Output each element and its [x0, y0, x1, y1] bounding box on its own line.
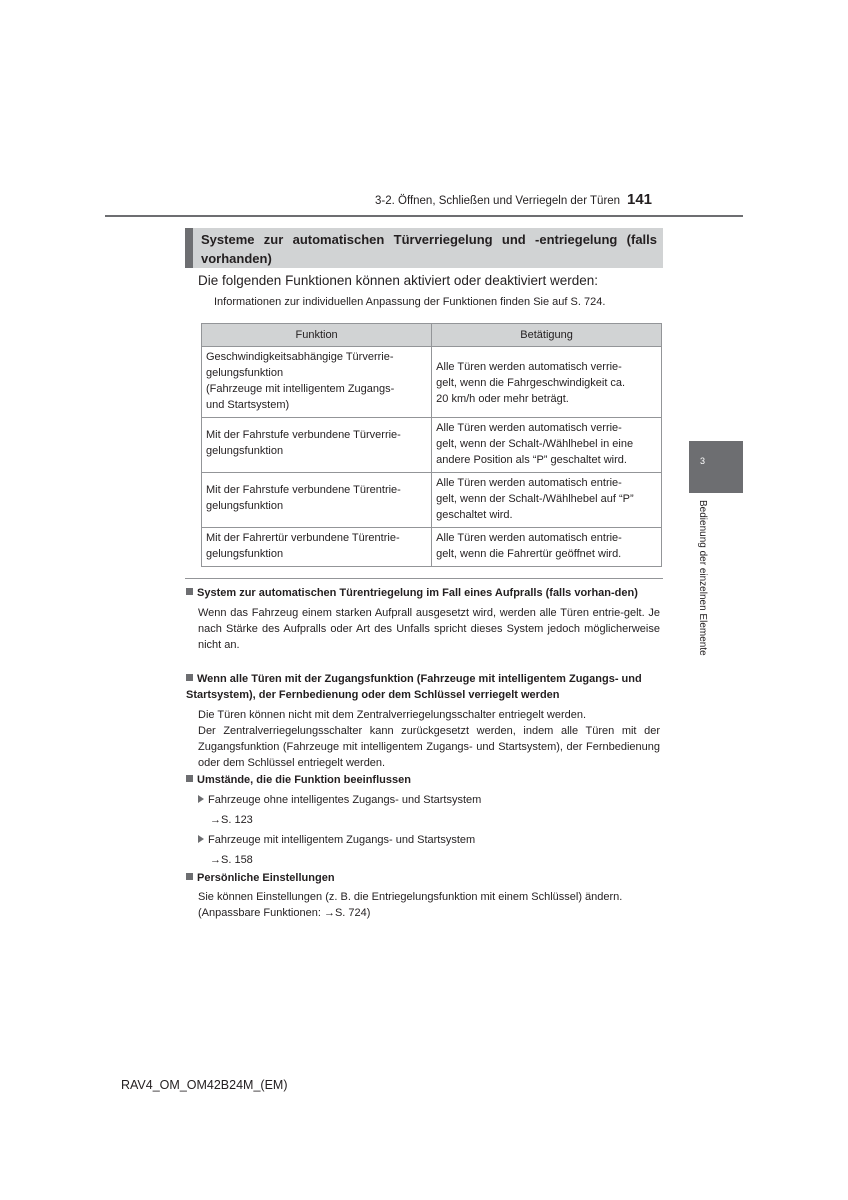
table-cell-operation	[432, 418, 662, 473]
crash-heading-line	[186, 585, 660, 601]
table-cell-operation	[432, 473, 662, 528]
conditions-item-1	[186, 792, 660, 808]
table-row	[202, 473, 662, 528]
settings-heading-line	[186, 870, 660, 886]
triangle-bullet-icon	[198, 835, 204, 843]
footer-doc-id: RAV4_OM_OM42B24M_(EM)	[121, 1078, 288, 1092]
function-table	[201, 323, 662, 567]
square-bullet-icon	[186, 674, 193, 681]
settings-section	[186, 870, 660, 921]
cell-text: Mit der Fahrertür verbundene Türentrie- gelungsfunktion	[206, 532, 400, 560]
locked-body-1: Die Türen können nicht mit dem Zentralverriegelungsschalter entriegelt werden.	[198, 709, 587, 721]
table-row	[202, 528, 662, 567]
triangle-bullet-icon	[198, 795, 204, 803]
table-cell-function	[202, 528, 432, 567]
table-cell-function	[202, 473, 432, 528]
cell-text: Alle Türen werden automatisch verrie- gelt, wenn die Fahrgeschwindigkeit ca. 20 km/h oder mehr beträgt.	[436, 361, 626, 405]
conditions-item-2-text: Fahrzeuge mit intelligentem Zugangs- und Startsystem	[208, 834, 476, 846]
locked-section	[186, 671, 660, 771]
conditions-heading: Umstände, die die Funktion beeinflussen	[197, 774, 411, 786]
conditions-item-1-text: Fahrzeuge ohne intelligentes Zugangs- und Startsystem	[208, 794, 482, 806]
table-cell-operation	[432, 347, 662, 418]
table-row	[202, 418, 662, 473]
reference-link-s158[interactable]: →S. 158	[210, 854, 253, 866]
chapter-tab[interactable]	[689, 441, 743, 493]
table-row	[202, 347, 662, 418]
locked-heading-line	[186, 671, 660, 703]
locked-heading: Wenn alle Türen mit der Zugangsfunktion (Fahrzeuge mit intelligentem Zugangs- und Startsystem), der Fernbedienung oder dem Schlüssel verriegelt werden	[186, 673, 642, 701]
page-number: 141	[627, 191, 653, 208]
settings-body-2: (Anpassbare Funktionen: →S. 724)	[198, 907, 371, 919]
section-divider	[185, 578, 663, 579]
square-bullet-icon	[186, 775, 193, 782]
header-section-title: 3-2. Öffnen, Schließen und Verriegeln der Türen	[375, 195, 621, 207]
locked-body-2: Der Zentralverriegelungsschalter kann zurückgesetzt werden, indem alle Türen mit der Zugangsfunktion (Fahrzeuge mit intelligentem Zugangs- und Startsystem), der Fernbedienung oder dem Schlüssel entriegelt werden.	[198, 725, 660, 769]
chapter-label: Bedienung der einzelnen Elemente	[697, 500, 708, 656]
crash-body: Wenn das Fahrzeug einem starken Aufprall ausgesetzt wird, werden alle Türen entrie-gelt. Je nach Stärke des Aufpralls oder Art des Unfalls spricht dieses System jedoch möglicherweise nicht an.	[198, 607, 660, 651]
cell-text: Alle Türen werden automatisch entrie- gelt, wenn der Schalt-/Wählhebel auf “P” geschaltet wird.	[436, 477, 634, 521]
cell-text: Geschwindigkeitsabhängige Türverrie- gelungsfunktion (Fahrzeuge mit intelligentem Zugangs- und Startsystem)	[206, 351, 395, 411]
cell-text: Mit der Fahrstufe verbundene Türverrie- gelungsfunktion	[206, 429, 401, 457]
cell-text: Alle Türen werden automatisch entrie- gelt, wenn die Fahrertür geöffnet wird.	[436, 532, 622, 560]
cell-text: Mit der Fahrstufe verbundene Türentrie- gelungsfunktion	[206, 484, 401, 512]
intro-text: Die folgenden Funktionen können aktiviert oder deaktiviert werden:	[198, 273, 598, 288]
table-cell-function	[202, 418, 432, 473]
table-cell-function	[202, 347, 432, 418]
chapter-tab-number: 3	[700, 456, 706, 466]
square-bullet-icon	[186, 873, 193, 880]
table-header-operation: Betätigung	[432, 324, 662, 347]
square-bullet-icon	[186, 588, 193, 595]
reference-link-s123[interactable]: →S. 123	[210, 814, 253, 826]
table-header-function: Funktion	[202, 324, 432, 347]
crash-section	[186, 585, 660, 653]
conditions-item-2	[186, 832, 660, 848]
header-divider	[105, 215, 743, 217]
section-title: Systeme zur automatischen Türverriegelung und -entriegelung (falls vorhanden)	[185, 228, 663, 268]
info-text: Informationen zur individuellen Anpassung der Funktionen finden Sie auf S. 724.	[214, 296, 606, 308]
conditions-section	[186, 772, 660, 868]
settings-heading: Persönliche Einstellungen	[197, 872, 335, 884]
conditions-heading-line	[186, 772, 660, 788]
table-cell-operation	[432, 528, 662, 567]
cell-text: Alle Türen werden automatisch verrie- gelt, wenn der Schalt-/Wählhebel in eine andere Position als “P” geschaltet wird.	[436, 422, 634, 466]
table-header-row	[202, 324, 662, 347]
settings-body-1: Sie können Einstellungen (z. B. die Entriegelungsfunktion mit einem Schlüssel) ändern.	[198, 891, 623, 903]
crash-heading: System zur automatischen Türentriegelung im Fall eines Aufpralls (falls vorhan-den)	[197, 587, 638, 599]
